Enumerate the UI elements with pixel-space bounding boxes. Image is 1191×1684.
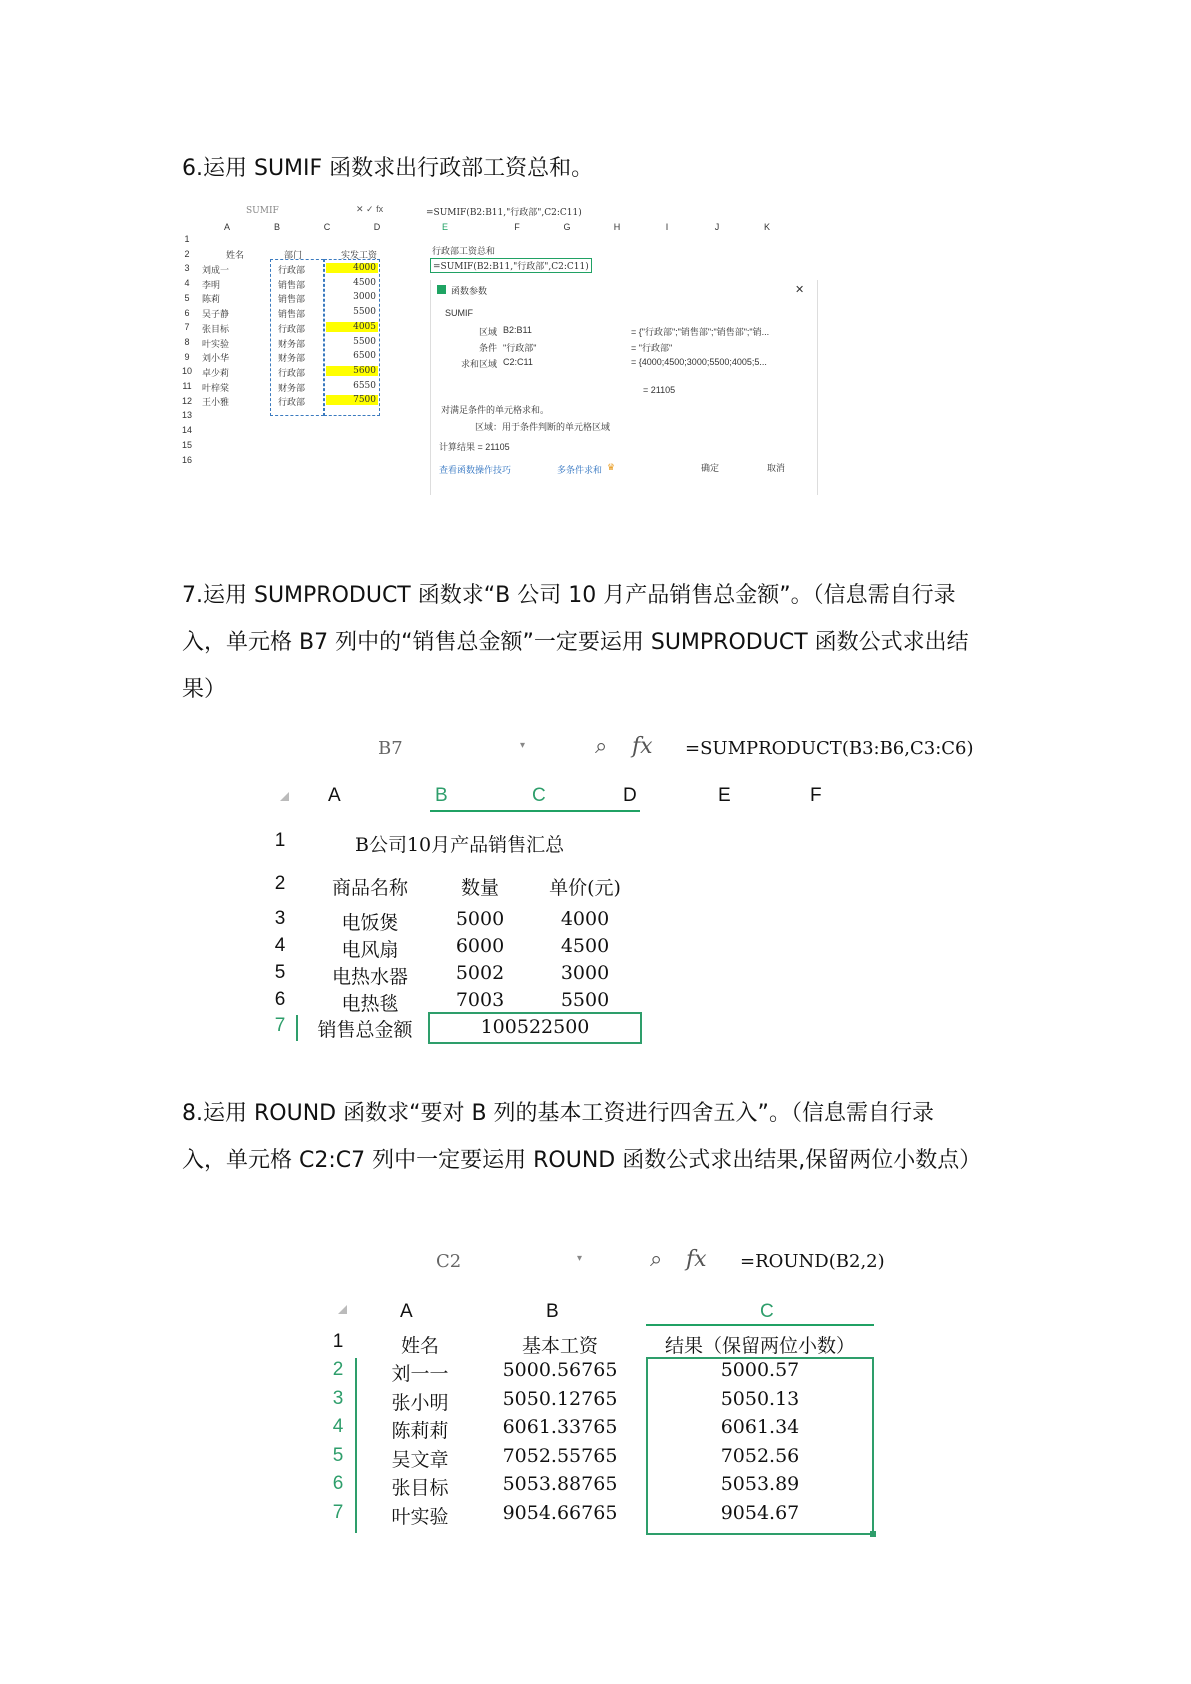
cell-salary: 5600 (326, 366, 378, 376)
row-number: 8 (184, 336, 190, 347)
header-name: 姓名 (400, 1335, 439, 1357)
arg-result: = {4000;4500;3000;5500;4005;5... (631, 357, 767, 367)
cell-base: 5000.56765 (502, 1359, 618, 1381)
cell-base: 5053.88765 (502, 1473, 618, 1495)
col-header-a[interactable]: A (328, 785, 341, 806)
col-header-i[interactable]: I (665, 222, 669, 232)
select-all-corner[interactable] (338, 1305, 347, 1314)
header-base: 基本工资 (521, 1335, 598, 1357)
col-header-e[interactable]: E (441, 222, 448, 232)
col-header-k[interactable]: K (763, 222, 770, 232)
e2-formula[interactable]: =SUMIF(B2:B11,"行政部",C2:C11) (430, 258, 592, 273)
section-8-line2: 入，单元格 C2:C7 列中一定要运用 ROUND 函数公式求出结果,保留两位小数点） (182, 1148, 982, 1173)
cell-product: 电热水器 (331, 966, 408, 988)
cell-salary: 5500 (353, 307, 376, 318)
dialog-calc-result: 计算结果 = 21105 (439, 442, 510, 452)
cell-dept: 销售部 (278, 295, 306, 306)
row-number-7: 7 (274, 1015, 286, 1036)
cell-dept: 财务部 (278, 354, 306, 365)
cell-name: 王小雅 (202, 398, 230, 409)
cell-base: 6061.33765 (502, 1416, 618, 1438)
col-c-header[interactable]: C (760, 1301, 774, 1322)
dialog-cancel-button[interactable]: 取消 (767, 463, 786, 473)
row-number: 16 (181, 454, 192, 465)
cell-name: 刘小华 (202, 354, 230, 365)
cell-price: 4500 (560, 935, 610, 957)
cell-qty: 5000 (455, 908, 505, 930)
row-number: 4 (332, 1416, 344, 1437)
col-c-underline (646, 1324, 874, 1326)
cell-name: 叶梓棠 (202, 383, 230, 394)
row-number: 4 (184, 278, 190, 289)
cell-dept: 行政部 (278, 324, 306, 335)
dialog-icon (437, 285, 446, 294)
cell-dept: 行政部 (278, 266, 306, 276)
section-8-line1: 8.运用 ROUND 函数求“要对 B 列的基本工资进行四舍五入”。（信息需自行录 (182, 1101, 934, 1126)
selected-range-c2-c7[interactable] (646, 1357, 874, 1535)
arg-label: 区域 (478, 327, 497, 337)
arg-value[interactable]: B2:B11 (503, 325, 532, 335)
row-number: 7 (332, 1501, 344, 1523)
row-number: 5 (332, 1444, 344, 1466)
cell-salary: 4000 (326, 263, 378, 273)
cell-result: 5053.89 (720, 1473, 800, 1495)
cell-name: 叶实验 (391, 1505, 449, 1528)
dialog-desc: 对满足条件的单元格求和。 (441, 405, 550, 415)
col-header-c[interactable]: C (532, 785, 546, 806)
cell-result: 5050.13 (720, 1387, 800, 1410)
section-6-text: 6.运用 SUMIF 函数求出行政部工资总和。 (182, 156, 594, 181)
dropdown-icon[interactable]: ▾ (577, 1253, 583, 1264)
name-box[interactable]: B7 (378, 738, 403, 759)
row-number-2: 2 (274, 873, 286, 894)
dialog-func-name: SUMIF (445, 308, 473, 318)
row-number-1: 1 (332, 1331, 344, 1352)
row-number: 2 (184, 248, 190, 259)
cell-name: 卓少莉 (202, 368, 230, 379)
header-product: 商品名称 (331, 877, 408, 899)
row-number: 9 (184, 351, 190, 362)
row-number: 14 (181, 425, 192, 436)
cell-salary: 6500 (353, 351, 376, 362)
row-number: 5 (184, 292, 190, 303)
col-header-j[interactable]: J (714, 222, 720, 232)
row-number: 1 (184, 234, 190, 244)
cell-result: 9054.67 (720, 1501, 800, 1524)
dialog-total: = 21105 (643, 385, 676, 395)
col-header-e[interactable]: E (718, 785, 731, 806)
cell-salary: 6550 (353, 380, 376, 391)
cell-name: 李明 (202, 280, 221, 291)
row-number: 3 (274, 908, 286, 929)
col-a-header[interactable]: A (400, 1301, 413, 1322)
cell-price: 4000 (560, 908, 610, 930)
row-number: 7 (184, 322, 190, 333)
row-number: 11 (182, 381, 192, 391)
dialog-close-button[interactable]: ✕ (795, 284, 805, 296)
cell-price: 3000 (560, 962, 610, 984)
col-header-d[interactable]: D (373, 222, 381, 232)
header-result: 结果（保留两位小数） (664, 1335, 855, 1357)
header-salary: 实发工资 (341, 251, 378, 261)
crown-icon: ♛ (607, 462, 616, 472)
dialog-ok-button[interactable]: 确定 (701, 463, 720, 473)
col-header-a[interactable]: A (223, 222, 230, 232)
cell-result: 5000.57 (720, 1359, 800, 1381)
col-header-b[interactable]: B (435, 785, 448, 806)
name-box[interactable]: SUMIF (246, 206, 279, 216)
formula-bar[interactable]: =SUMIF(B2:B11,"行政部",C2:C11) (426, 208, 582, 218)
row-number: 6 (184, 307, 190, 318)
cell-salary: 3000 (353, 292, 376, 303)
cell-result: 7052.56 (720, 1444, 800, 1467)
arg-result: = "行政部" (631, 343, 673, 353)
cell-base: 5050.12765 (502, 1387, 618, 1410)
col-header-g[interactable]: G (563, 222, 571, 232)
formula-icons: ✕ ✓ fx (356, 204, 384, 214)
header-dept: 部门 (284, 251, 303, 261)
row-number: 10 (181, 366, 192, 377)
cell-dept: 财务部 (278, 383, 306, 394)
header-name: 姓名 (226, 251, 245, 261)
row-number: 15 (181, 439, 192, 450)
arg-value[interactable]: C2:C11 (503, 357, 533, 367)
fx-icon: fx (686, 1247, 707, 1272)
col-header-d[interactable]: D (623, 785, 637, 806)
cell-price: 5500 (560, 989, 610, 1011)
cell-salary: 7500 (326, 395, 378, 405)
dropdown-icon[interactable]: ▾ (520, 740, 526, 751)
col-header-f[interactable]: F (514, 222, 520, 232)
cell-base: 7052.55765 (502, 1444, 618, 1467)
cell-dept: 销售部 (278, 280, 306, 291)
row-number: 2 (332, 1359, 344, 1380)
row-number: 6 (274, 989, 286, 1010)
row-number: 12 (181, 395, 192, 406)
formula-bar[interactable]: =ROUND(B2,2) (740, 1251, 885, 1272)
row7-divider (296, 1015, 298, 1041)
cell-name: 陈莉 (202, 295, 221, 306)
round-screenshot (320, 1245, 920, 1545)
col-header-f[interactable]: F (810, 785, 822, 806)
cell-dept: 销售部 (278, 310, 306, 321)
col-b-header[interactable]: B (546, 1301, 559, 1322)
cell-salary: 4500 (353, 277, 376, 288)
total-label: 销售总金额 (317, 1019, 413, 1041)
section-7-line3: 果） (182, 677, 227, 702)
cell-dept: 行政部 (278, 398, 306, 409)
cell-product: 电风扇 (341, 939, 399, 961)
function-args-dialog (430, 280, 818, 495)
dialog-arg-desc: 区域：用于条件判断的单元格区域 (475, 422, 611, 432)
range-c2-c11 (324, 259, 380, 416)
fill-handle[interactable] (870, 1531, 876, 1537)
cell-qty: 7003 (455, 989, 505, 1011)
cell-salary: 4005 (326, 322, 378, 332)
sumif-screenshot (181, 200, 846, 500)
cell-name: 吴子静 (202, 310, 230, 321)
row-number: 4 (274, 935, 286, 956)
row-number: 13 (181, 410, 192, 421)
row-number: 3 (184, 263, 190, 274)
col-header-b[interactable]: B (273, 222, 280, 232)
cell-product: 电饭煲 (341, 912, 399, 934)
fx-icon: fx (632, 734, 653, 759)
arg-label: 条件 (478, 343, 497, 353)
cell-salary: 5500 (353, 336, 376, 347)
col-header-h[interactable]: H (613, 222, 621, 232)
row-number: 6 (332, 1473, 344, 1494)
range-b2-b11 (270, 259, 324, 416)
select-all-corner[interactable] (280, 792, 289, 801)
cell-qty: 6000 (455, 935, 505, 957)
cell-name: 张目标 (202, 324, 230, 335)
cell-qty: 5002 (455, 962, 505, 984)
cell-dept: 行政部 (278, 368, 306, 379)
cell-base: 9054.66765 (502, 1501, 618, 1524)
cell-dept: 财务部 (278, 339, 306, 350)
cell-name: 陈莉莉 (391, 1420, 449, 1442)
sumproduct-screenshot (270, 730, 974, 1060)
cell-name: 刘一一 (391, 1363, 449, 1385)
dialog-title: 函数参数 (451, 286, 488, 296)
table-title: B公司10月产品销售汇总 (355, 834, 565, 856)
row-number: 5 (274, 962, 286, 983)
cell-name: 刘成一 (202, 266, 230, 276)
section-7-line2: 入，单元格 B7 列中的“销售总金额”一定要运用 SUMPRODUCT 函数公式求出结 (182, 630, 969, 655)
col-bc-underline (430, 810, 640, 812)
name-box[interactable]: C2 (436, 1251, 462, 1272)
arg-result: = {"行政部";"销售部";"销售部";"销... (631, 327, 770, 337)
zoom-icon[interactable]: ⌕ (595, 733, 608, 758)
col-header-c[interactable]: C (323, 222, 331, 232)
header-price: 单价(元) (549, 877, 621, 899)
section-7-line1: 7.运用 SUMPRODUCT 函数求“B 公司 10 月产品销售总金额”。（信息需自行录 (182, 583, 956, 608)
row-number-1: 1 (274, 830, 286, 851)
total-value: 100522500 (480, 1016, 590, 1038)
cell-name: 张目标 (391, 1477, 449, 1499)
dialog-help-link[interactable]: 查看函数操作技巧 (439, 465, 512, 475)
formula-bar[interactable]: =SUMPRODUCT(B3:B6,C3:C6) (685, 738, 974, 759)
cell-product: 电热毯 (341, 993, 399, 1015)
arg-value[interactable]: "行政部" (503, 343, 537, 353)
cell-name: 吴文章 (391, 1448, 449, 1471)
header-qty: 数量 (460, 877, 499, 899)
dialog-extra-link[interactable]: 多条件求和 (557, 465, 603, 475)
row-divider-line (355, 1358, 357, 1533)
cell-name: 叶实验 (202, 339, 230, 350)
cell-name: 张小明 (391, 1391, 449, 1414)
zoom-icon[interactable]: ⌕ (650, 1246, 663, 1271)
cell-result: 6061.34 (720, 1416, 800, 1438)
arg-label: 求和区域 (460, 359, 497, 369)
row-number: 3 (332, 1387, 344, 1409)
e1-label: 行政部工资总和 (432, 247, 496, 257)
